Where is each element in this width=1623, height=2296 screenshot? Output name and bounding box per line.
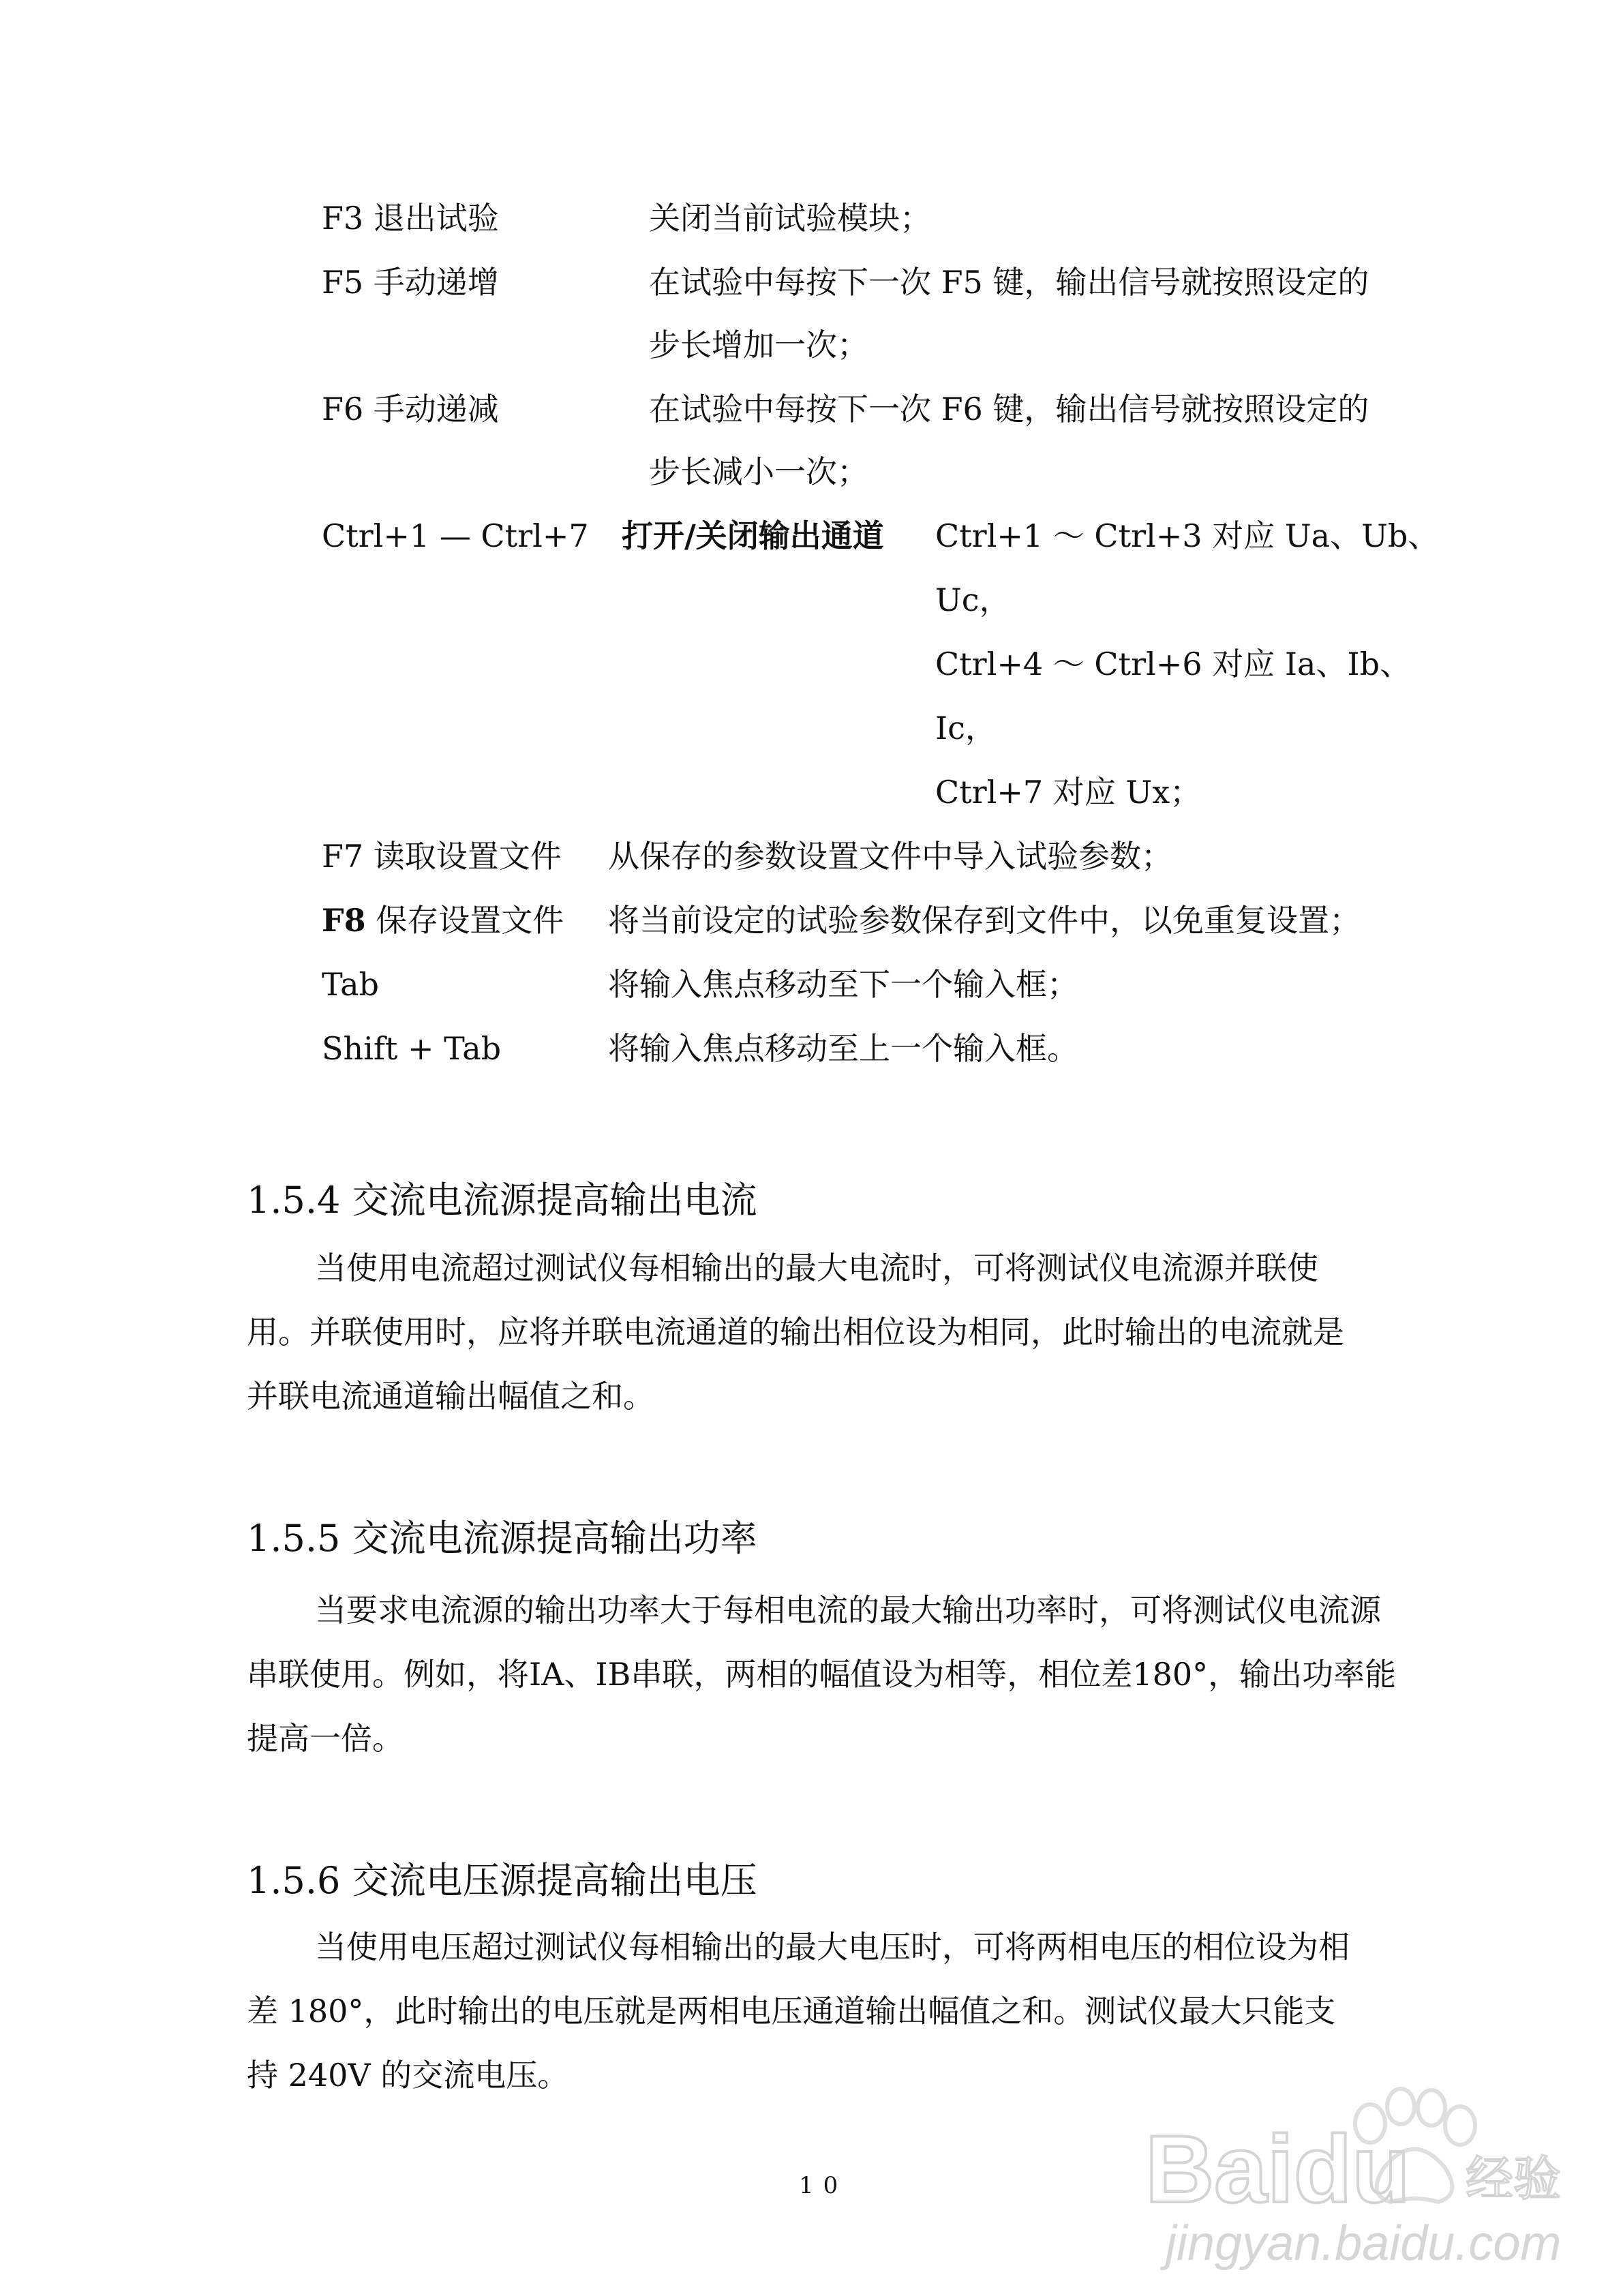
paragraph-line: 持 240V 的交流电压。 bbox=[247, 2057, 569, 2094]
shortcut-key: Tab bbox=[322, 966, 379, 1003]
paragraph-line: 当使用电流超过测试仪每相输出的最大电流时，可将测试仪电流源并联使 bbox=[315, 1250, 1318, 1286]
paragraph-line: 用。并联使用时，应将并联电流通道的输出相位设为相同，此时输出的电流就是 bbox=[247, 1314, 1344, 1350]
shortcut-key: F3 退出试验 bbox=[322, 200, 499, 237]
baidu-jingyan-watermark bbox=[1125, 2066, 1561, 2270]
shortcut-desc: 关闭当前试验模块； bbox=[649, 200, 931, 237]
paragraph-line: 串联使用。例如，将IA、IB串联，两相的幅值设为相等，相位差180°，输出功率能 bbox=[247, 1656, 1397, 1693]
paragraph-line: 当要求电流源的输出功率大于每相电流的最大输出功率时，可将测试仪电流源 bbox=[315, 1592, 1381, 1629]
shortcut-desc: Uc， bbox=[935, 581, 1011, 618]
shortcut-desc: 从保存的参数设置文件中导入试验参数； bbox=[608, 838, 1172, 875]
shortcut-desc: 将输入焦点移动至上一个输入框。 bbox=[608, 1030, 1078, 1067]
shortcut-key: F7 读取设置文件 bbox=[322, 838, 562, 875]
shortcut-action: 打开/关闭输出通道 bbox=[622, 517, 884, 554]
shortcut-key bbox=[322, 900, 564, 941]
shortcut-desc: Ctrl+1 ～ Ctrl+3 对应 Ua、Ub、 bbox=[935, 517, 1440, 554]
shortcut-desc: 步长增加一次； bbox=[649, 327, 868, 363]
paragraph-line: 当使用电压超过测试仪每相输出的最大电压时，可将两相电压的相位设为相 bbox=[315, 1929, 1350, 1965]
paragraph-line: 差 180°，此时输出的电压就是两相电压通道输出幅值之和。测试仪最大只能支 bbox=[247, 1993, 1336, 2029]
section-heading: 1.5.6 交流电压源提高输出电压 bbox=[247, 1859, 757, 1902]
shortcut-key: Shift + Tab bbox=[322, 1030, 502, 1067]
watermark-url: jingyan.baidu.com bbox=[1166, 2216, 1561, 2270]
section-heading: 1.5.5 交流电流源提高输出功率 bbox=[247, 1517, 757, 1560]
shortcut-desc: Ctrl+7 对应 Ux； bbox=[935, 774, 1202, 811]
shortcut-desc: 步长减小一次； bbox=[649, 453, 868, 490]
shortcut-key-bold: F8 bbox=[322, 902, 366, 939]
shortcut-desc: 将当前设定的试验参数保存到文件中，以免重复设置； bbox=[608, 902, 1361, 939]
paragraph-line: 提高一倍。 bbox=[247, 1720, 404, 1757]
watermark-brand-cn: 经验 bbox=[1466, 2151, 1561, 2207]
shortcut-desc: 在试验中每按下一次 F5 键，输出信号就按照设定的 bbox=[649, 264, 1369, 301]
shortcut-key: F6 手动递减 bbox=[322, 391, 499, 427]
watermark-brand: Baidu bbox=[1145, 2115, 1410, 2222]
shortcut-desc: 在试验中每按下一次 F6 键，输出信号就按照设定的 bbox=[649, 391, 1369, 427]
paragraph-line: 并联电流通道输出幅值之和。 bbox=[247, 1378, 654, 1415]
shortcut-desc: Ic， bbox=[935, 710, 997, 746]
shortcut-desc: 将输入焦点移动至下一个输入框； bbox=[608, 966, 1078, 1003]
paw-logo-icon bbox=[1125, 2066, 1561, 2270]
shortcut-key: F5 手动递增 bbox=[322, 264, 499, 301]
section-heading: 1.5.4 交流电流源提高输出电流 bbox=[247, 1179, 757, 1222]
shortcut-key: Ctrl+1 — Ctrl+7 bbox=[322, 517, 589, 554]
page-number: 10 bbox=[799, 2172, 848, 2199]
shortcut-key-rest: 保存设置文件 bbox=[365, 902, 564, 939]
shortcut-desc: Ctrl+4 ～ Ctrl+6 对应 Ia、Ib、 bbox=[935, 646, 1412, 682]
